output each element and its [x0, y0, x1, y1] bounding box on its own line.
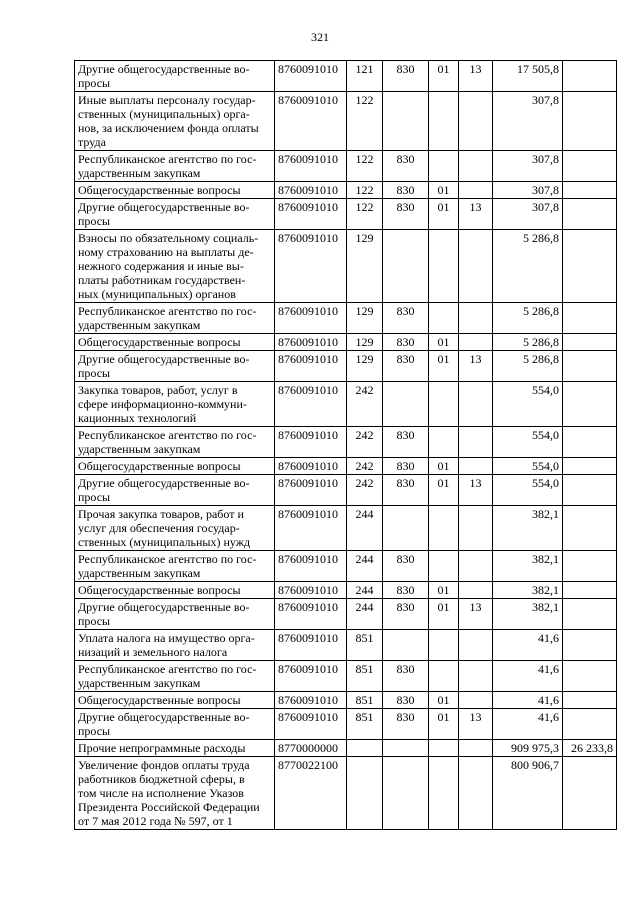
amount-cell: 554,0	[493, 458, 563, 475]
table-row	[75, 303, 617, 334]
subsection-cell	[459, 661, 493, 692]
department-code-cell	[383, 630, 429, 661]
amount-cell: 382,1	[493, 599, 563, 630]
amount-extra-cell	[563, 303, 617, 334]
item-name-cell: Иные выплаты персоналу государ- ственных (муниципальных) орга- нов, за исключением фонда оплаты труда	[75, 92, 275, 151]
item-name-cell: Общегосударственные вопросы	[75, 334, 275, 351]
target-code-cell: 8760091010	[275, 351, 347, 382]
target-code-cell: 8760091010	[275, 582, 347, 599]
amount-cell: 41,6	[493, 692, 563, 709]
table-body	[75, 61, 617, 830]
section-cell	[429, 151, 459, 182]
department-code-cell	[383, 230, 429, 303]
expense-type-cell: 242	[347, 427, 383, 458]
item-name-cell: Общегосударственные вопросы	[75, 692, 275, 709]
section-cell: 01	[429, 61, 459, 92]
amount-cell: 307,8	[493, 151, 563, 182]
department-code-cell: 830	[383, 182, 429, 199]
subsection-cell: 13	[459, 61, 493, 92]
item-name-cell: Другие общегосударственные во- просы	[75, 199, 275, 230]
subsection-cell	[459, 151, 493, 182]
table-row	[75, 92, 617, 151]
table-row	[75, 61, 617, 92]
subsection-cell: 13	[459, 475, 493, 506]
expense-type-cell: 122	[347, 151, 383, 182]
department-code-cell: 830	[383, 692, 429, 709]
expense-type-cell: 122	[347, 182, 383, 199]
amount-cell: 5 286,8	[493, 351, 563, 382]
amount-extra-cell	[563, 458, 617, 475]
section-cell: 01	[429, 692, 459, 709]
amount-extra-cell	[563, 692, 617, 709]
amount-cell: 909 975,3	[493, 740, 563, 757]
item-name-cell: Прочие непрограммные расходы	[75, 740, 275, 757]
department-code-cell: 830	[383, 334, 429, 351]
amount-extra-cell	[563, 630, 617, 661]
target-code-cell: 8760091010	[275, 382, 347, 427]
amount-extra-cell	[563, 475, 617, 506]
table-row	[75, 334, 617, 351]
target-code-cell: 8760091010	[275, 61, 347, 92]
expense-type-cell: 129	[347, 230, 383, 303]
expense-type-cell	[347, 740, 383, 757]
expense-type-cell: 242	[347, 458, 383, 475]
item-name-cell: Увеличение фондов оплаты труда работников бюджетной сферы, в том числе на исполнение Указов Президента Российской Федерации от 7 мая 2012 года № 597, от 1	[75, 757, 275, 830]
department-code-cell	[383, 740, 429, 757]
subsection-cell	[459, 427, 493, 458]
table-row	[75, 199, 617, 230]
target-code-cell: 8760091010	[275, 475, 347, 506]
table-row	[75, 661, 617, 692]
amount-extra-cell	[563, 61, 617, 92]
section-cell	[429, 427, 459, 458]
amount-extra-cell: 26 233,8	[563, 740, 617, 757]
department-code-cell	[383, 757, 429, 830]
table-row	[75, 551, 617, 582]
department-code-cell: 830	[383, 551, 429, 582]
table-row	[75, 230, 617, 303]
expense-type-cell: 121	[347, 61, 383, 92]
section-cell: 01	[429, 351, 459, 382]
subsection-cell	[459, 303, 493, 334]
amount-cell: 41,6	[493, 709, 563, 740]
section-cell	[429, 230, 459, 303]
amount-extra-cell	[563, 757, 617, 830]
target-code-cell: 8760091010	[275, 458, 347, 475]
table-row	[75, 692, 617, 709]
expense-type-cell: 129	[347, 303, 383, 334]
amount-extra-cell	[563, 551, 617, 582]
amount-extra-cell	[563, 92, 617, 151]
amount-extra-cell	[563, 151, 617, 182]
item-name-cell: Другие общегосударственные во- просы	[75, 599, 275, 630]
target-code-cell: 8760091010	[275, 199, 347, 230]
target-code-cell: 8760091010	[275, 92, 347, 151]
department-code-cell: 830	[383, 661, 429, 692]
section-cell: 01	[429, 199, 459, 230]
section-cell	[429, 740, 459, 757]
amount-extra-cell	[563, 199, 617, 230]
amount-cell: 382,1	[493, 551, 563, 582]
target-code-cell: 8760091010	[275, 334, 347, 351]
expense-type-cell: 129	[347, 351, 383, 382]
target-code-cell: 8760091010	[275, 709, 347, 740]
amount-extra-cell	[563, 334, 617, 351]
amount-cell: 554,0	[493, 382, 563, 427]
subsection-cell	[459, 458, 493, 475]
amount-cell: 307,8	[493, 199, 563, 230]
subsection-cell	[459, 230, 493, 303]
target-code-cell: 8760091010	[275, 230, 347, 303]
section-cell	[429, 661, 459, 692]
section-cell: 01	[429, 458, 459, 475]
amount-cell: 41,6	[493, 661, 563, 692]
section-cell: 01	[429, 475, 459, 506]
amount-cell: 800 906,7	[493, 757, 563, 830]
amount-cell: 17 505,8	[493, 61, 563, 92]
item-name-cell: Другие общегосударственные во- просы	[75, 709, 275, 740]
subsection-cell	[459, 551, 493, 582]
target-code-cell: 8760091010	[275, 661, 347, 692]
target-code-cell: 8760091010	[275, 506, 347, 551]
expense-type-cell: 122	[347, 199, 383, 230]
department-code-cell	[383, 382, 429, 427]
amount-extra-cell	[563, 506, 617, 551]
department-code-cell: 830	[383, 582, 429, 599]
item-name-cell: Республиканское агентство по гос- ударственным закупкам	[75, 661, 275, 692]
amount-extra-cell	[563, 599, 617, 630]
amount-cell: 307,8	[493, 182, 563, 199]
expense-type-cell: 129	[347, 334, 383, 351]
subsection-cell	[459, 692, 493, 709]
subsection-cell	[459, 582, 493, 599]
subsection-cell	[459, 92, 493, 151]
table-row	[75, 151, 617, 182]
section-cell	[429, 303, 459, 334]
item-name-cell: Общегосударственные вопросы	[75, 182, 275, 199]
subsection-cell: 13	[459, 709, 493, 740]
expense-type-cell: 244	[347, 582, 383, 599]
table-row	[75, 599, 617, 630]
item-name-cell: Республиканское агентство по гос- ударственным закупкам	[75, 151, 275, 182]
target-code-cell: 8760091010	[275, 182, 347, 199]
subsection-cell	[459, 334, 493, 351]
item-name-cell: Другие общегосударственные во- просы	[75, 351, 275, 382]
table-row	[75, 709, 617, 740]
amount-cell: 5 286,8	[493, 303, 563, 334]
item-name-cell: Прочая закупка товаров, работ и услуг для обеспечения государ- ственных (муниципальных) нужд	[75, 506, 275, 551]
expense-type-cell: 122	[347, 92, 383, 151]
expense-type-cell: 851	[347, 661, 383, 692]
section-cell: 01	[429, 599, 459, 630]
section-cell	[429, 757, 459, 830]
budget-table	[74, 60, 617, 830]
amount-extra-cell	[563, 582, 617, 599]
department-code-cell: 830	[383, 199, 429, 230]
amount-extra-cell	[563, 427, 617, 458]
expense-type-cell	[347, 757, 383, 830]
section-cell	[429, 551, 459, 582]
item-name-cell: Закупка товаров, работ, услуг в сфере информационно-коммуни- кационных технологий	[75, 382, 275, 427]
table-row	[75, 475, 617, 506]
amount-cell: 307,8	[493, 92, 563, 151]
department-code-cell	[383, 92, 429, 151]
expense-type-cell: 242	[347, 475, 383, 506]
department-code-cell: 830	[383, 475, 429, 506]
amount-cell: 382,1	[493, 582, 563, 599]
table-row	[75, 740, 617, 757]
item-name-cell: Республиканское агентство по гос- ударственным закупкам	[75, 551, 275, 582]
subsection-cell: 13	[459, 351, 493, 382]
subsection-cell: 13	[459, 199, 493, 230]
amount-cell: 5 286,8	[493, 334, 563, 351]
expense-type-cell: 244	[347, 506, 383, 551]
expense-type-cell: 851	[347, 630, 383, 661]
section-cell	[429, 92, 459, 151]
table-row	[75, 582, 617, 599]
target-code-cell: 8760091010	[275, 427, 347, 458]
section-cell: 01	[429, 182, 459, 199]
target-code-cell: 8770000000	[275, 740, 347, 757]
target-code-cell: 8760091010	[275, 630, 347, 661]
department-code-cell: 830	[383, 458, 429, 475]
table-row	[75, 506, 617, 551]
section-cell	[429, 630, 459, 661]
item-name-cell: Республиканское агентство по гос- ударственным закупкам	[75, 303, 275, 334]
item-name-cell: Общегосударственные вопросы	[75, 458, 275, 475]
amount-extra-cell	[563, 351, 617, 382]
target-code-cell: 8760091010	[275, 551, 347, 582]
table-row	[75, 458, 617, 475]
amount-cell: 41,6	[493, 630, 563, 661]
subsection-cell	[459, 506, 493, 551]
item-name-cell: Общегосударственные вопросы	[75, 582, 275, 599]
department-code-cell: 830	[383, 61, 429, 92]
department-code-cell: 830	[383, 709, 429, 740]
table-row	[75, 757, 617, 830]
page-number: 321	[311, 30, 329, 44]
amount-extra-cell	[563, 182, 617, 199]
section-cell: 01	[429, 334, 459, 351]
department-code-cell: 830	[383, 351, 429, 382]
subsection-cell	[459, 740, 493, 757]
amount-cell: 554,0	[493, 475, 563, 506]
department-code-cell: 830	[383, 303, 429, 334]
subsection-cell	[459, 182, 493, 199]
target-code-cell: 8760091010	[275, 303, 347, 334]
amount-cell: 554,0	[493, 427, 563, 458]
table-row	[75, 382, 617, 427]
subsection-cell	[459, 382, 493, 427]
section-cell	[429, 382, 459, 427]
expense-type-cell: 244	[347, 551, 383, 582]
table-row	[75, 630, 617, 661]
target-code-cell: 8760091010	[275, 692, 347, 709]
table-row	[75, 182, 617, 199]
item-name-cell: Другие общегосударственные во- просы	[75, 475, 275, 506]
item-name-cell: Другие общегосударственные во- просы	[75, 61, 275, 92]
table-row	[75, 351, 617, 382]
amount-extra-cell	[563, 382, 617, 427]
section-cell	[429, 506, 459, 551]
department-code-cell: 830	[383, 427, 429, 458]
expense-type-cell: 244	[347, 599, 383, 630]
expense-type-cell: 851	[347, 692, 383, 709]
table-row	[75, 427, 617, 458]
subsection-cell: 13	[459, 599, 493, 630]
amount-cell: 382,1	[493, 506, 563, 551]
amount-extra-cell	[563, 709, 617, 740]
target-code-cell: 8770022100	[275, 757, 347, 830]
expense-type-cell: 851	[347, 709, 383, 740]
section-cell: 01	[429, 709, 459, 740]
department-code-cell: 830	[383, 599, 429, 630]
subsection-cell	[459, 757, 493, 830]
item-name-cell: Уплата налога на имущество орга- низаций и земельного налога	[75, 630, 275, 661]
item-name-cell: Взносы по обязательному социаль- ному страхованию на выплаты де- нежного содержания и иные вы- платы работникам государствен- ных (муниципальных) органов	[75, 230, 275, 303]
amount-cell: 5 286,8	[493, 230, 563, 303]
section-cell: 01	[429, 582, 459, 599]
department-code-cell: 830	[383, 151, 429, 182]
amount-extra-cell	[563, 661, 617, 692]
item-name-cell: Республиканское агентство по гос- ударственным закупкам	[75, 427, 275, 458]
subsection-cell	[459, 630, 493, 661]
amount-extra-cell	[563, 230, 617, 303]
target-code-cell: 8760091010	[275, 151, 347, 182]
target-code-cell: 8760091010	[275, 599, 347, 630]
expense-type-cell: 242	[347, 382, 383, 427]
department-code-cell	[383, 506, 429, 551]
